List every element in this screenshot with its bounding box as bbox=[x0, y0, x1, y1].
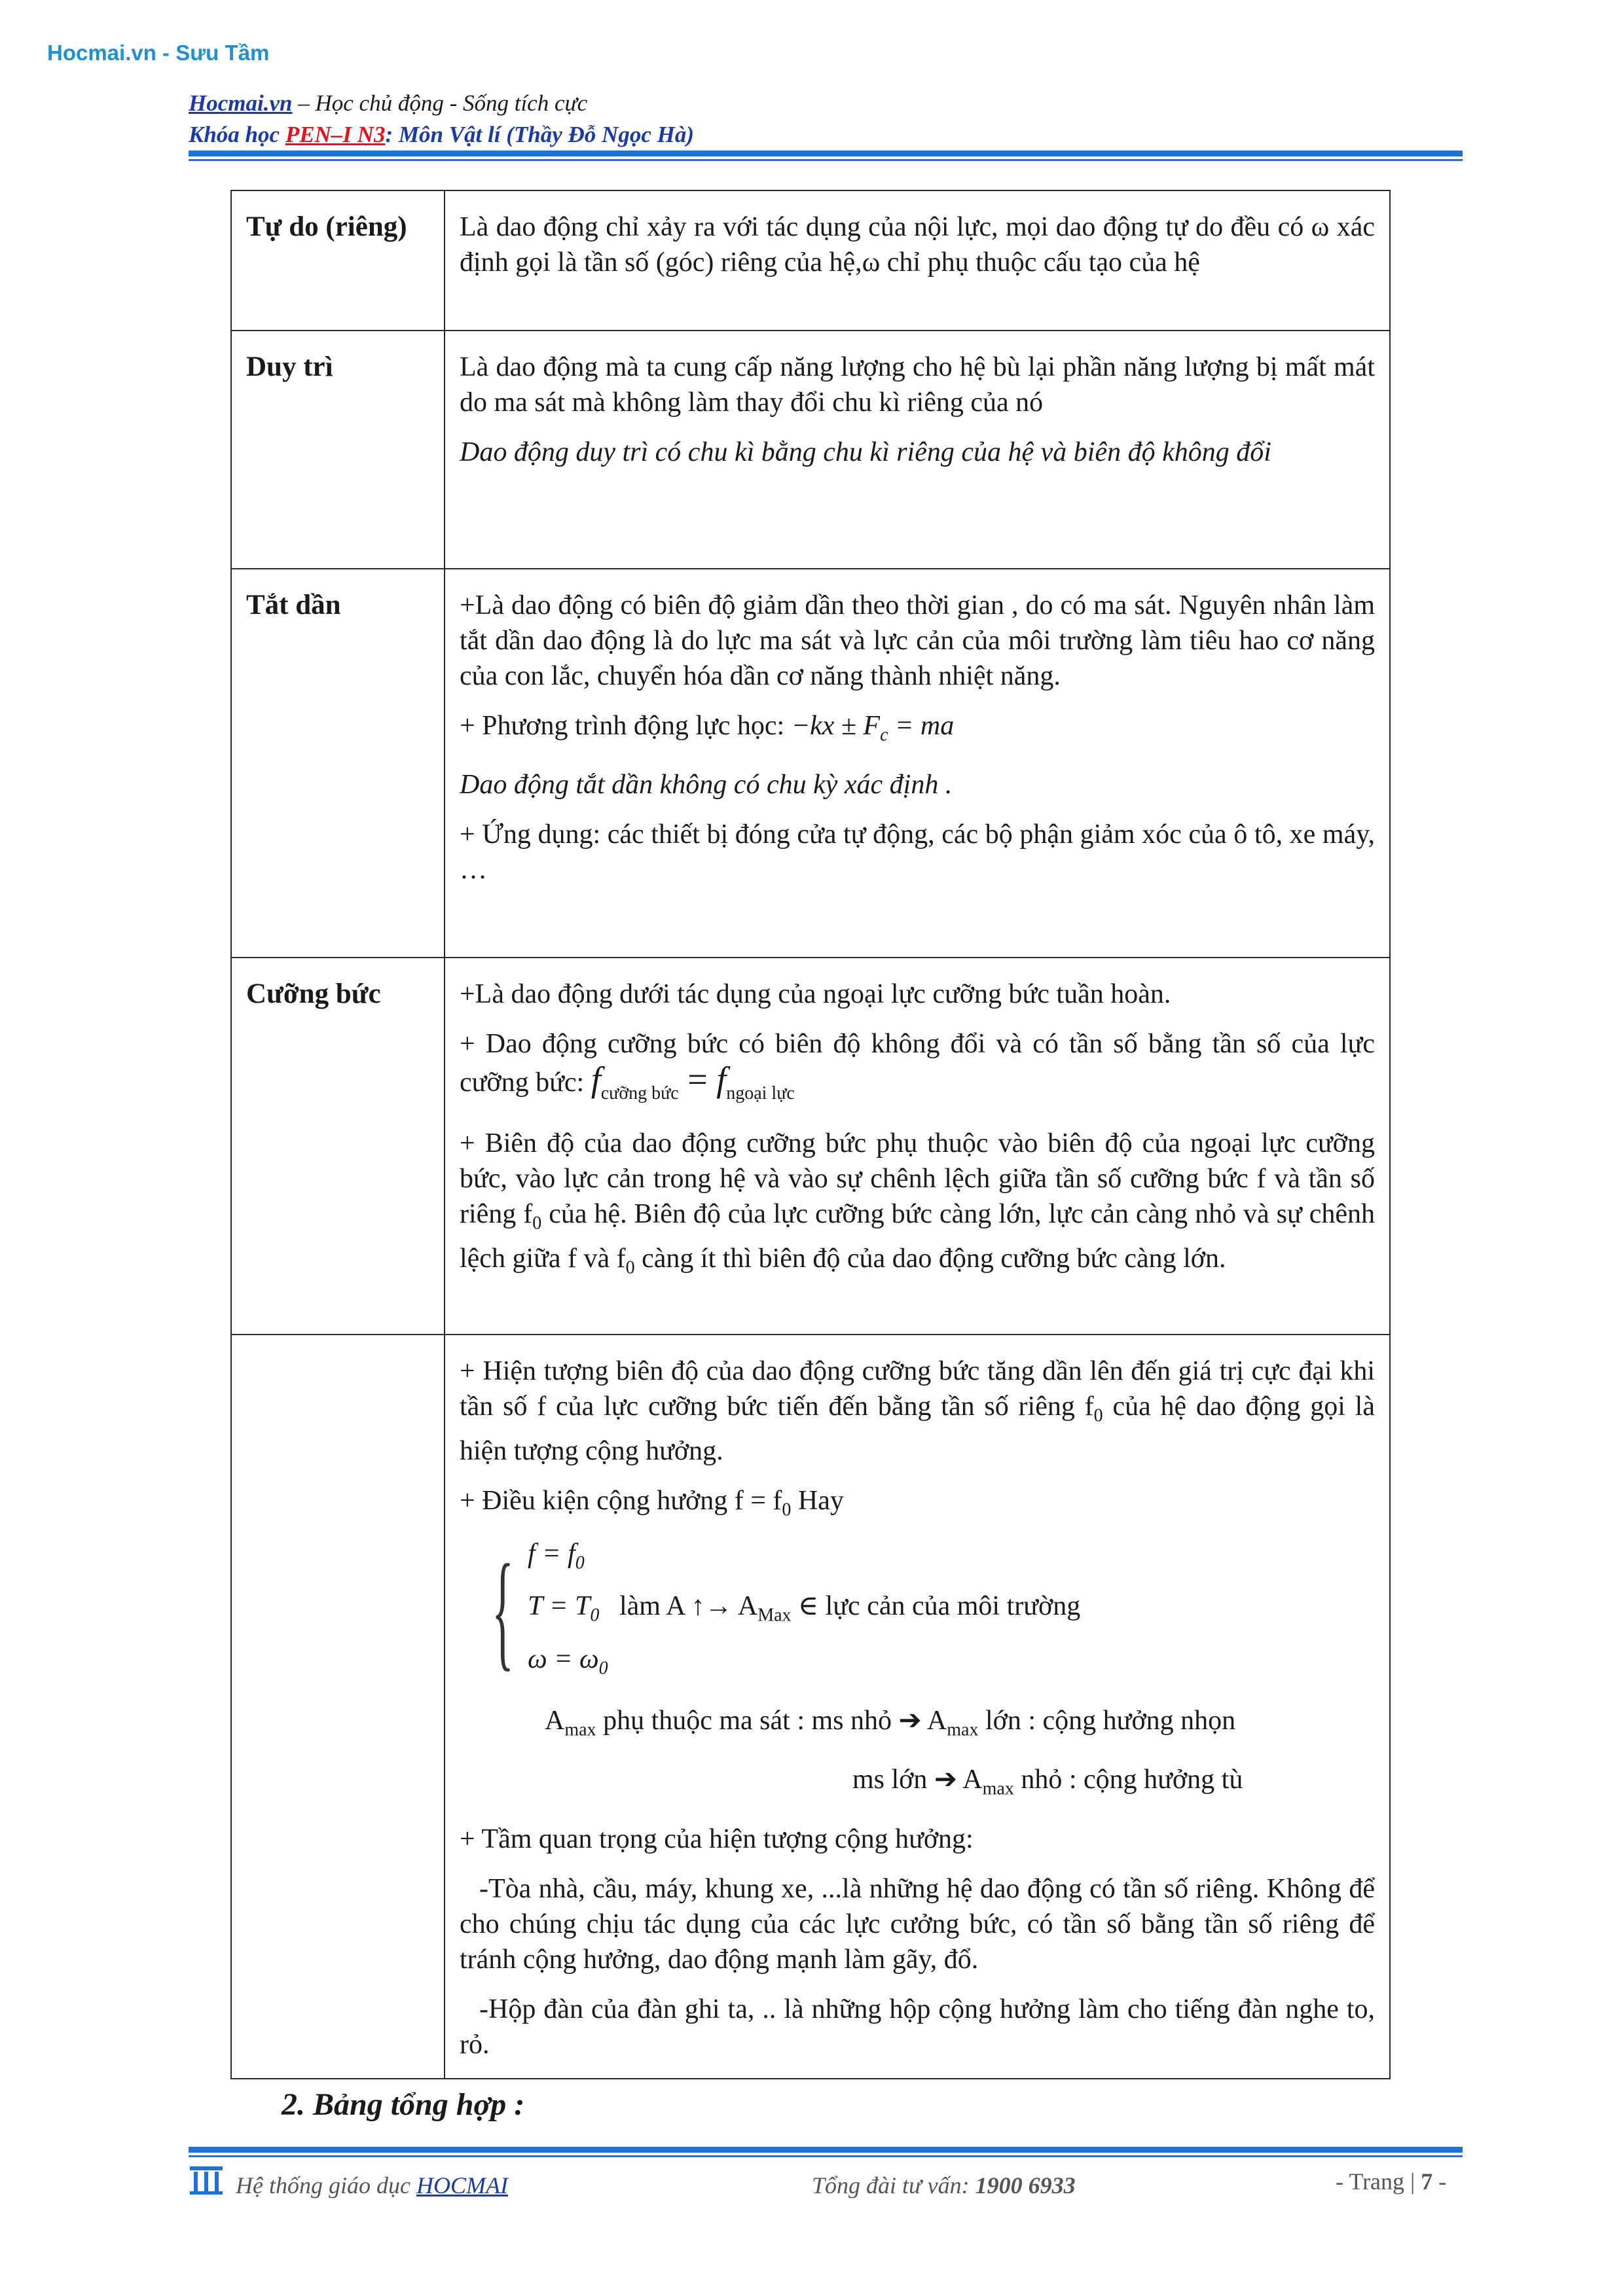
hotline-number: 1900 6933 bbox=[975, 2172, 1076, 2198]
formula-f2: f bbox=[716, 1060, 727, 1099]
paragraph bbox=[460, 1762, 1375, 1806]
footer-left bbox=[236, 2172, 508, 2199]
section-title: 2. Bảng tổng hợp : bbox=[282, 2087, 525, 2122]
formula-rhs: = ma bbox=[888, 711, 955, 741]
paragraph: Dao động duy trì có chu kì bằng chu kì riêng của hệ và biên độ không đổi bbox=[460, 437, 1271, 467]
row-content bbox=[445, 569, 1390, 958]
footer-rule-thin bbox=[189, 2155, 1463, 2157]
paragraph-text: + Điều kiện cộng hưởng f = f bbox=[460, 1486, 782, 1516]
amp-max-sub: max bbox=[982, 1778, 1014, 1799]
watermark: Hocmai.vn - Sưu Tầm bbox=[47, 41, 270, 65]
paragraph: + Ứng dụng: các thiết bị đóng cửa tự động, các bộ phận giảm xóc của ô tô, xe máy, … bbox=[460, 819, 1375, 886]
site-link[interactable]: Hocmai.vn bbox=[189, 90, 293, 116]
paragraph bbox=[460, 708, 1375, 753]
paragraph-text: + Dao động cưỡng bức có biên độ không đổi và có tần số bằng tần số của lực cưỡng bức: bbox=[460, 1029, 1375, 1098]
hocmai-link[interactable]: HOCMAI bbox=[416, 2172, 508, 2198]
course-prefix: Khóa học bbox=[189, 122, 285, 147]
slogan: – Học chủ động - Sống tích cực bbox=[298, 90, 588, 116]
paragraph-text: nhỏ : cộng hưởng tù bbox=[1013, 1765, 1243, 1795]
row-label: Tắt dần bbox=[231, 569, 445, 958]
paragraph-text: phụ thuộc ma sát : ms nhỏ bbox=[596, 1705, 899, 1736]
system-lhs: f bbox=[528, 1538, 536, 1569]
sub-zero: 0 bbox=[782, 1499, 792, 1520]
paragraph-text: ms lớn bbox=[852, 1765, 934, 1795]
system-rhs: = f bbox=[542, 1538, 575, 1569]
paragraph: -Tòa nhà, cầu, máy, khung xe, ...là những hệ dao động có tần số riêng. Không để cho chúng chịu tác dụng của các lực cưởng bức, có tần số bằng tần số riêng để tránh cộng hưởng, dao động mạnh làm gãy, đổ. bbox=[460, 1873, 1375, 1975]
paragraph-text: càng ít thì biên độ của dao động cưỡng bức càng lớn. bbox=[634, 1244, 1226, 1274]
footer-center bbox=[812, 2172, 1076, 2199]
formula bbox=[791, 711, 955, 745]
page-prefix: - Trang | bbox=[1336, 2168, 1421, 2195]
formula-sub: c bbox=[880, 725, 888, 745]
amp-max-sub: max bbox=[947, 1719, 979, 1740]
row-label: Tự do (riêng) bbox=[231, 190, 445, 331]
system-row bbox=[528, 1585, 1080, 1637]
row-content bbox=[445, 958, 1390, 1335]
formula-sub-forced: cưỡng bức bbox=[600, 1083, 679, 1103]
system-rhs: = ω bbox=[554, 1643, 599, 1674]
paragraph-text: + Hiện tượng biên độ của dao động cưỡng bức tăng dần lên đến giá trị cực đại khi tần số f của lực cưỡng bức tiến đến bằng tần số riêng f bbox=[460, 1356, 1375, 1422]
sub-zero: 0 bbox=[1093, 1405, 1103, 1426]
formula-sub-external: ngoại lực bbox=[726, 1083, 795, 1103]
system-lines bbox=[528, 1532, 1080, 1690]
system-tail-text2: ∈ lực cản của môi trường bbox=[791, 1591, 1081, 1622]
page-number bbox=[1336, 2168, 1446, 2195]
table-row bbox=[231, 190, 1390, 331]
system-lhs: ω bbox=[528, 1643, 547, 1674]
amp-a: A bbox=[962, 1765, 983, 1795]
hocmai-logo-icon bbox=[189, 2161, 224, 2197]
course-code: PEN–I N3 bbox=[285, 122, 386, 147]
paragraph: +Là dao động dưới tác dụng của ngoại lực cưỡng bức tuần hoàn. bbox=[460, 979, 1171, 1009]
paragraph-text: Hay bbox=[791, 1486, 844, 1516]
paragraph bbox=[460, 1354, 1375, 1469]
table-row bbox=[231, 569, 1390, 958]
brace-icon: { bbox=[492, 1538, 514, 1683]
paragraph-text: lớn : cộng hưởng nhọn bbox=[978, 1705, 1236, 1736]
header-rule-thin bbox=[189, 159, 1463, 161]
amp-a: A bbox=[926, 1705, 947, 1736]
oscillation-table bbox=[230, 190, 1391, 2079]
paragraph-text: + Biên độ của dao động cưỡng bức phụ thuộc vào biên độ của ngoại lực cưỡng bức, vào lực cản trong hệ và vào sự chênh lệch giữa tần số cưỡng bức f và tần số riêng f bbox=[460, 1128, 1375, 1229]
paragraph bbox=[460, 1483, 1375, 1528]
formula-f: f bbox=[591, 1060, 601, 1099]
paragraph: -Hộp đàn của đàn ghi ta, .. là những hộp cộng hưởng làm cho tiếng đàn nghe to, rỏ. bbox=[460, 1994, 1375, 2060]
amp-max-sub: max bbox=[564, 1719, 596, 1740]
paragraph-text: của hệ dao động gọi là hiện tượng cộng hưởng. bbox=[460, 1391, 1375, 1467]
paragraph: + Tầm quan trọng của hiện tượng cộng hưởng: bbox=[460, 1823, 974, 1854]
row-content bbox=[445, 331, 1390, 569]
system-row bbox=[528, 1638, 1080, 1690]
paragraph bbox=[460, 1703, 1375, 1748]
table-row bbox=[231, 1335, 1390, 2079]
arrow-right-icon: ➔ bbox=[898, 1705, 922, 1736]
row-content bbox=[445, 1335, 1390, 2079]
system-row bbox=[528, 1532, 1080, 1585]
row-content bbox=[445, 190, 1390, 331]
paragraph: Dao động tắt dần không có chu kỳ xác định . bbox=[460, 770, 953, 800]
paragraph: Là dao động chỉ xảy ra với tác dụng của nội lực, mọi dao động tự do đều có ω xác định gọi là tần số (góc) riêng của hệ,ω chỉ phụ thuộc cấu tạo của hệ bbox=[460, 212, 1375, 278]
system-sub: 0 bbox=[598, 1657, 608, 1678]
row-label: Cưỡng bức bbox=[231, 958, 445, 1335]
formula-lhs: −kx ± F bbox=[791, 711, 881, 741]
system-eq bbox=[528, 1585, 619, 1637]
arrow-right-icon: ➔ bbox=[934, 1765, 958, 1795]
sub-zero: 0 bbox=[625, 1257, 635, 1278]
course-line bbox=[189, 119, 694, 151]
sub-zero: 0 bbox=[532, 1213, 542, 1234]
page-suffix: - bbox=[1432, 2168, 1447, 2195]
system-rhs: = T bbox=[549, 1591, 591, 1622]
system-tail-text: làm A ↑→ A bbox=[619, 1591, 758, 1622]
footer-center-text: Tổng đài tư vấn: bbox=[812, 2172, 976, 2198]
table-row bbox=[231, 331, 1390, 569]
system-sub: 0 bbox=[590, 1605, 600, 1626]
paragraph: Là dao động mà ta cung cấp năng lượng cho hệ bù lại phần năng lượng bị mất mát do ma sát mà không làm thay đổi chu kì riêng của nó bbox=[460, 352, 1375, 418]
page-header bbox=[189, 88, 694, 151]
max-sub: Max bbox=[757, 1605, 792, 1626]
formula bbox=[591, 1060, 795, 1103]
system-tail bbox=[619, 1585, 1080, 1637]
system-eq bbox=[528, 1638, 619, 1690]
system-sub: 0 bbox=[575, 1552, 585, 1573]
footer-rule-thick bbox=[189, 2147, 1463, 2153]
row-label: Duy trì bbox=[231, 331, 445, 569]
footer-left-text: Hệ thống giáo dục bbox=[236, 2172, 416, 2198]
system-eq bbox=[528, 1532, 619, 1585]
header-rule-thick bbox=[189, 151, 1463, 156]
course-subject: : Môn Vật lí bbox=[385, 122, 507, 147]
system-lhs: T bbox=[528, 1591, 543, 1622]
paragraph bbox=[460, 1126, 1375, 1286]
amp-a: A bbox=[545, 1705, 565, 1736]
page-num: 7 bbox=[1421, 2168, 1433, 2195]
paragraph bbox=[460, 1026, 1375, 1111]
paragraph: +Là dao động có biên độ giảm dần theo thời gian , do có ma sát. Nguyên nhân làm tắt dần dao động là do lực ma sát và lực cản của môi trường làm tiêu hao cơ năng của con lắc, chuyển hóa dần cơ năng thành nhiệt năng. bbox=[460, 590, 1375, 691]
paragraph-text: của hệ. Biên độ của lực cưỡng bức càng lớn, lực cản càng nhỏ và sự chênh lệch giữa f và f bbox=[460, 1198, 1375, 1274]
table-row bbox=[231, 958, 1390, 1335]
formula-eq: = bbox=[678, 1060, 717, 1099]
resonance-system bbox=[471, 1532, 1375, 1690]
formula-intro: + Phương trình động lực học: bbox=[460, 711, 792, 741]
row-label bbox=[231, 1335, 445, 2079]
teacher-name: (Thầy Đỗ Ngọc Hà) bbox=[506, 122, 694, 147]
